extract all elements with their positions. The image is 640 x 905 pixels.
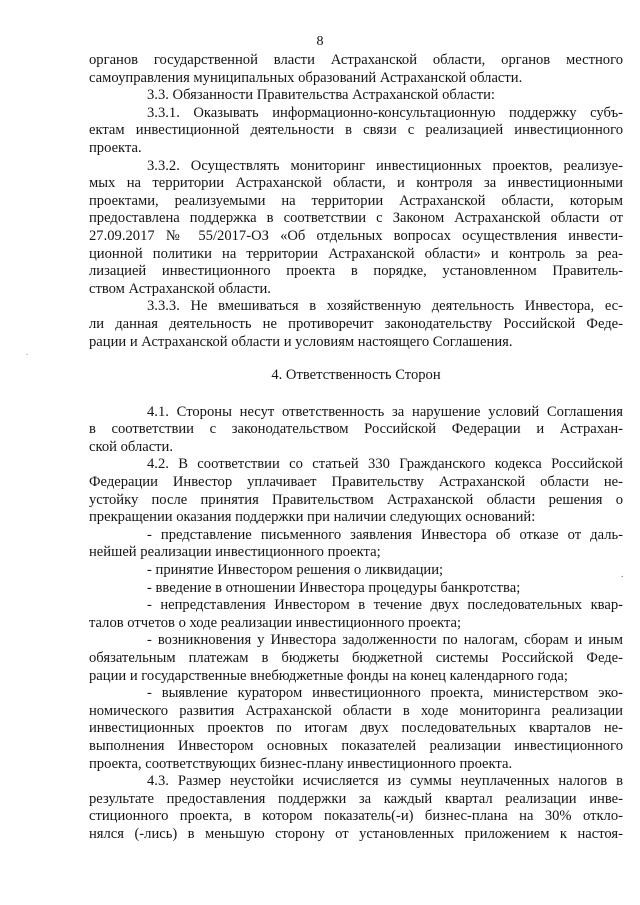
text-line: лизацией инвестиционного проекта в порядке, установленном Правитель- xyxy=(89,263,623,280)
text-line: 3.3.2. Осуществлять мониторинг инвестиционных проектов, реализуе- xyxy=(147,157,623,174)
paragraph-3-3-1 xyxy=(89,105,623,158)
text-line: 3.3. Обязанности Правительства Астраханской области: xyxy=(147,87,495,104)
paragraph-3-3-2 xyxy=(89,158,623,299)
text-line: рации и Астраханской области и условиям настоящего Соглашения. xyxy=(89,333,513,350)
text-line: - введение в отношении Инвестора процедуры банкротства; xyxy=(147,579,521,596)
text-line: проекта, соответствующих бизнес-плану инвестиционного проекта. xyxy=(89,755,513,772)
text-line: обязательным платежам в бюджеты бюджетной системы Российской Феде- xyxy=(89,650,623,666)
text-line: самоуправления муниципальных образований Астраханской области. xyxy=(89,69,523,86)
document-body xyxy=(89,52,623,844)
list-item xyxy=(89,685,623,773)
text-line: 3.3.1. Оказывать информационно-консультационную поддержку субъ- xyxy=(147,104,623,121)
text-line: в соответствии с законодательством Российской Федерации и Астрахан- xyxy=(89,421,623,438)
text-line: ционной политики на территории Астраханской области» и контроль за реа- xyxy=(89,245,623,262)
text-line: ской области. xyxy=(89,438,174,455)
text-line: - выявление куратором инвестиционного проекта, министерством эко- xyxy=(147,685,623,702)
text-line: результате предоставления поддержки за каждый квартал реализации инве- xyxy=(89,790,623,807)
text-line: нейшей реализации инвестиционного проекта; xyxy=(89,544,381,561)
list-item xyxy=(89,597,623,632)
text-line: 4.1. Стороны несут ответственность за нарушение условий Соглашения xyxy=(147,403,623,420)
text-line: органов государственной власти Астраханской области, органов местного xyxy=(89,52,623,68)
text-line: - представление письменного заявления Инвестора об отказе от даль- xyxy=(147,526,623,543)
paragraph-4-1 xyxy=(89,404,623,457)
section-3-3-title xyxy=(89,87,623,105)
text-line: предоставлена поддержка в соответствии с Законом Астраханской области от xyxy=(89,210,623,227)
text-line: выполнения Инвестором основных показателей реализации инвестиционного xyxy=(89,737,623,754)
text-line: устойку после принятия Правительством Астраханской области решения о xyxy=(89,491,623,508)
text-line: мых на территории Астраханской области, и контроля за инвестиционными xyxy=(89,175,623,192)
text-line: стиционного проекта, в котором показатель(-и) бизнес-плана на 30% откло- xyxy=(89,808,623,825)
text-line: - возникновения у Инвестора задолженности по налогам, сборам и иным xyxy=(147,632,623,649)
text-line: прекращении оказания поддержки при наличии следующих оснований: xyxy=(89,509,536,526)
paragraph-4-2 xyxy=(89,456,623,526)
text-line: ством Астраханской области. xyxy=(89,280,271,297)
page-number: 8 xyxy=(316,34,324,49)
text-line: - непредставления Инвестором в течение двух последовательных квар- xyxy=(147,597,623,614)
text-line: талов отчетов о ходе реализации инвестиционного проекта; xyxy=(89,614,462,631)
margin-mark: . xyxy=(26,347,29,357)
list-item xyxy=(89,562,623,580)
text-line: 3.3.3. Не вмешиваться в хозяйственную деятельность Инвестора, ес- xyxy=(147,298,623,315)
bullet-list xyxy=(89,527,623,773)
text-line: ектам инвестиционной деятельности в связи с реализацией инвестиционного xyxy=(89,122,623,139)
paragraph-4-3 xyxy=(89,773,623,843)
text-line: номического развития Астраханской области в ходе мониторинга реализации xyxy=(89,702,623,719)
text-line: инвестиционных проектов по итогам двух последовательных кварталов не- xyxy=(89,720,623,737)
paragraph-3-2-continuation xyxy=(89,52,623,87)
list-item xyxy=(89,527,623,562)
text-line: 27.09.2017 № 55/2017-ОЗ «Об отдельных вопросах осуществления инвести- xyxy=(89,227,623,244)
text-line: рации и государственные внебюджетные фонды на конец календарного года; xyxy=(89,667,568,684)
text-line: 4.3. Размер неустойки исчисляется из суммы неуплаченных налогов в xyxy=(147,773,623,790)
text-line: 4.2. В соответствии со статьей 330 Гражданского кодекса Российской xyxy=(147,456,623,473)
text-line: - принятие Инвестором решения о ликвидации; xyxy=(147,562,444,579)
text-line: нялся (-лись) в меньшую сторону от установленных приложением к настоя- xyxy=(89,825,623,842)
text-line: Федерации Инвестор уплачивает Правительству Астраханской области не- xyxy=(89,474,623,491)
list-item xyxy=(89,632,623,685)
section-4-heading: 4. Ответственность Сторон xyxy=(271,367,441,384)
text-line: проектами, реализуемыми на территории Астраханской области, которым xyxy=(89,192,623,209)
right-margin-mark: · xyxy=(620,571,624,583)
text-line: проекта. xyxy=(89,139,142,156)
list-item xyxy=(89,580,623,598)
text-line: ли данная деятельность не противоречит законодательству Российской Феде- xyxy=(89,315,623,332)
paragraph-3-3-3 xyxy=(89,298,623,351)
